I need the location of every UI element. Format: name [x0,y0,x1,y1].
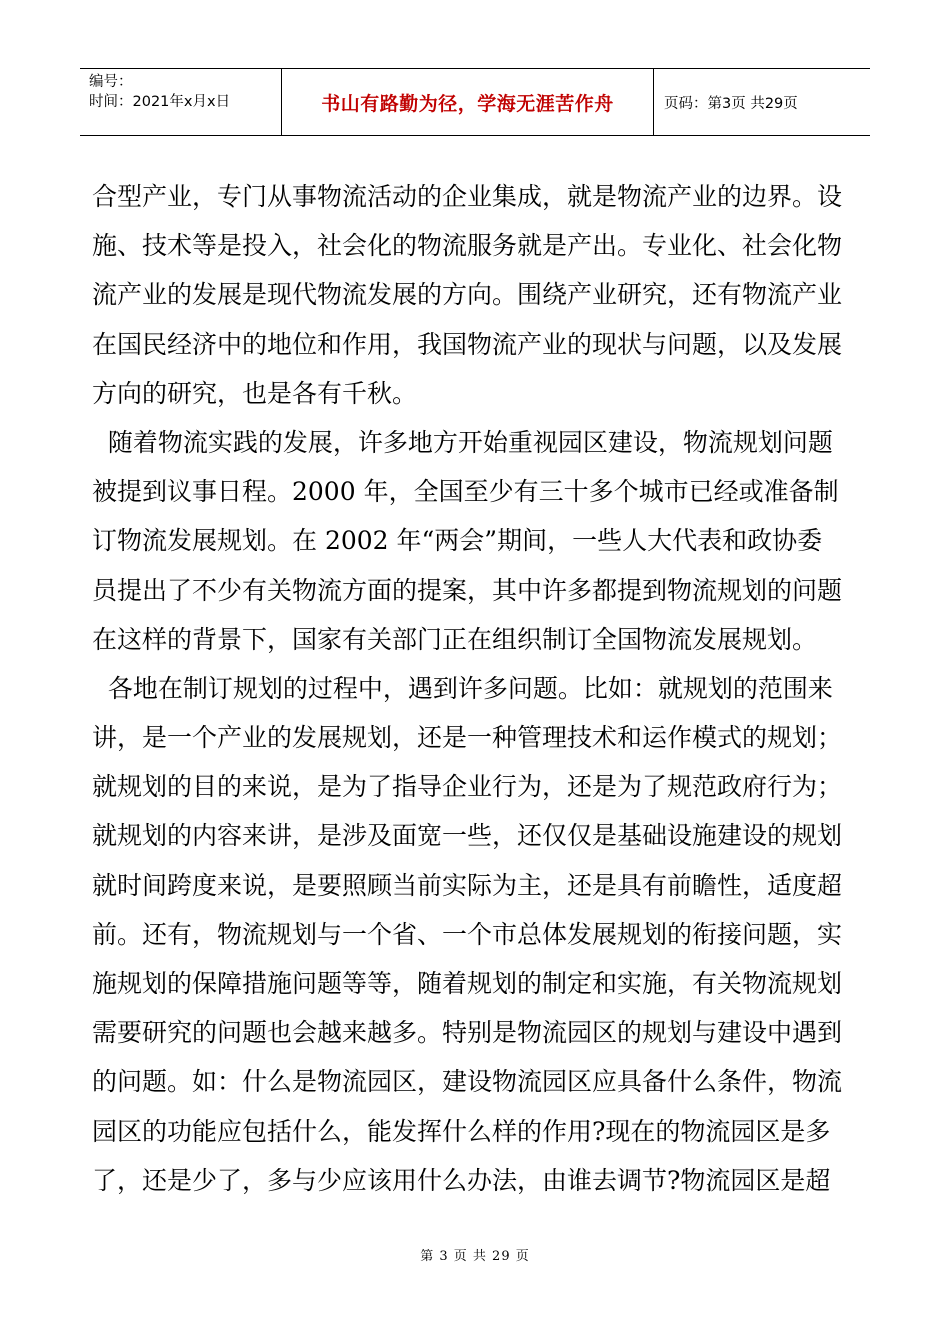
header-motto-cell [282,69,654,135]
body-line: 随着物流实践的发展，许多地方开始重视园区建设，物流规划问题 [92,427,833,457]
header-meta-cell [80,69,282,135]
body-line: 订物流发展规划。在 2002 年“两会”期间，一些人大代表和政协委 [92,526,823,556]
body-line: 在国民经济中的地位和作用，我国物流产业的现状与问题，以及发展 [92,329,843,359]
body-line: 就规划的目的来说，是为了指导企业行为，还是为了规范政府行为； [92,772,843,802]
body-line: 前。还有，物流规划与一个省、一个市总体发展规划的衔接问题，实 [92,919,843,949]
body-line: 合型产业，专门从事物流活动的企业集成，就是物流产业的边界。设 [92,182,843,211]
body-line: 需要研究的问题也会越来越多。特别是物流园区的规划与建设中遇到 [92,1018,843,1048]
body-line: 园区的功能应包括什么，能发挥什么样的作用?现在的物流园区是多 [92,1116,831,1146]
body-line: 被提到议事日程。2000 年，全国至少有三十多个城市已经或准备制 [92,477,839,507]
body-line: 在这样的背景下，国家有关部门正在组织制订全国物流发展规划。 [92,624,818,654]
body-line: 施、技术等是投入，社会化的物流服务就是产出。专业化、社会化物 [92,231,843,261]
body-line: 施规划的保障措施问题等等，随着规划的制定和实施，有关物流规划 [92,969,843,998]
body-line: 了，还是少了，多与少应该用什么办法，由谁去调节?物流园区是超 [92,1165,831,1195]
page-footer: 第 3 页 共 29 页 [420,1249,530,1264]
body-line: 就时间跨度来说，是要照顾当前实际为主，还是具有前瞻性，适度超 [92,870,843,900]
body-line: 员提出了不少有关物流方面的提案，其中许多都提到物流规划的问题 [92,575,843,605]
body-line: 的问题。如：什么是物流园区，建设物流园区应具备什么条件，物流 [92,1067,843,1097]
body-line: 就规划的内容来讲，是涉及面宽一些，还仅仅是基础设施建设的规划 [92,821,843,851]
header-page-number: 页码：第3页 共29页 [664,95,798,112]
body-line: 讲，是一个产业的发展规划，还是一种管理技术和运作模式的规划； [92,723,843,753]
body-line: 方向的研究，也是各有千秋。 [92,378,418,408]
time-label: 时间：2021年x月x日 [89,94,231,110]
serial-number-label: 编号： [89,74,133,90]
header-page-cell [654,69,870,135]
body-line: 各地在制订规划的过程中，遇到许多问题。比如：就规划的范围来 [92,673,833,703]
header-motto: 书山有路勤为径，学海无涯苦作舟 [321,92,614,115]
document-header [80,68,870,136]
body-line: 流产业的发展是现代物流发展的方向。围绕产业研究，还有物流产业 [92,280,843,310]
document-body [92,172,862,1205]
